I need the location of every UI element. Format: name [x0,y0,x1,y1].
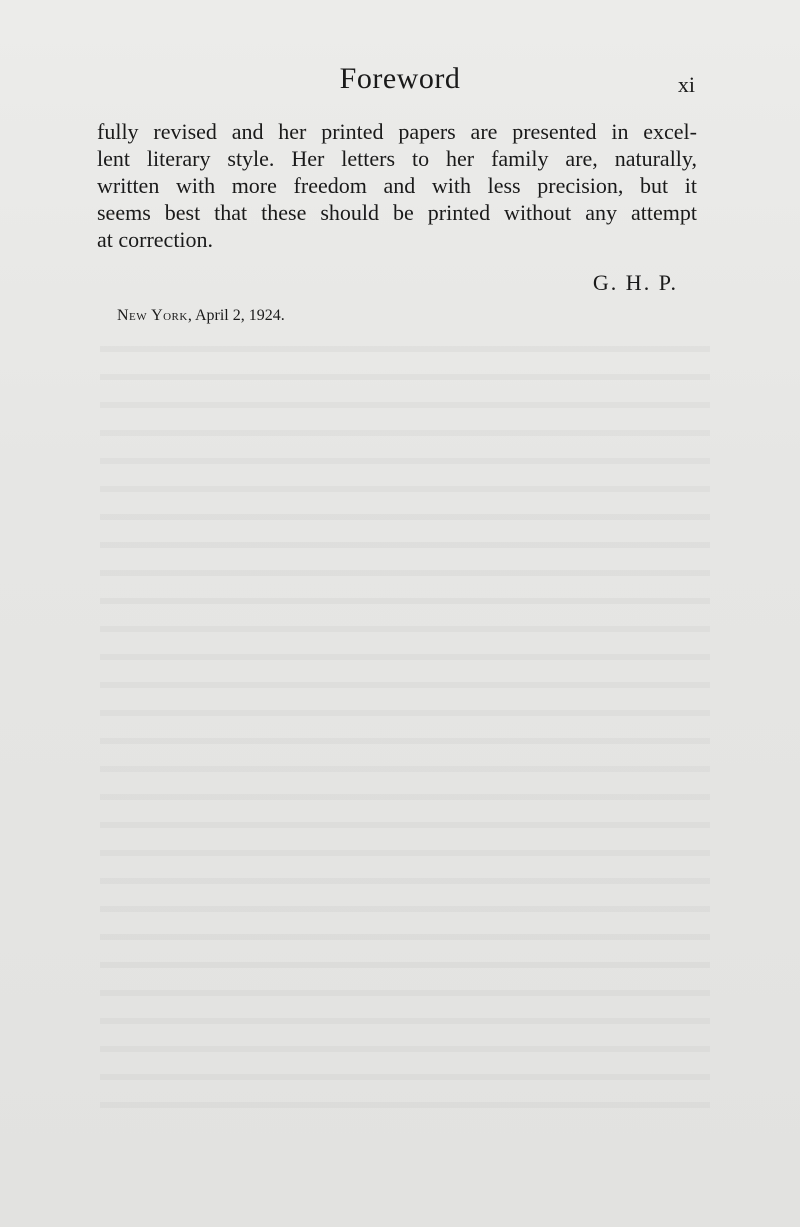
dateline-date: , April 2, 1924. [187,307,285,324]
dateline [117,307,285,325]
text-line: fully revised and her printed papers are presented in excel- [97,119,697,144]
text-line: written with more freedom and with less precision, but it [97,173,697,198]
text-line: seems best that these should be printed without any attempt [97,200,697,225]
page-title: Foreword [339,62,461,95]
running-head [0,62,800,102]
signature-initials: G. H. P. [592,270,678,295]
text-line: lent literary style. Her letters to her family are, naturally, [97,146,697,171]
text-line: at correction. [97,227,214,252]
dateline-place: New York [117,307,188,324]
bleed-through-texture [100,330,710,1130]
body-paragraph [97,118,697,253]
page-number: xi [677,72,695,97]
